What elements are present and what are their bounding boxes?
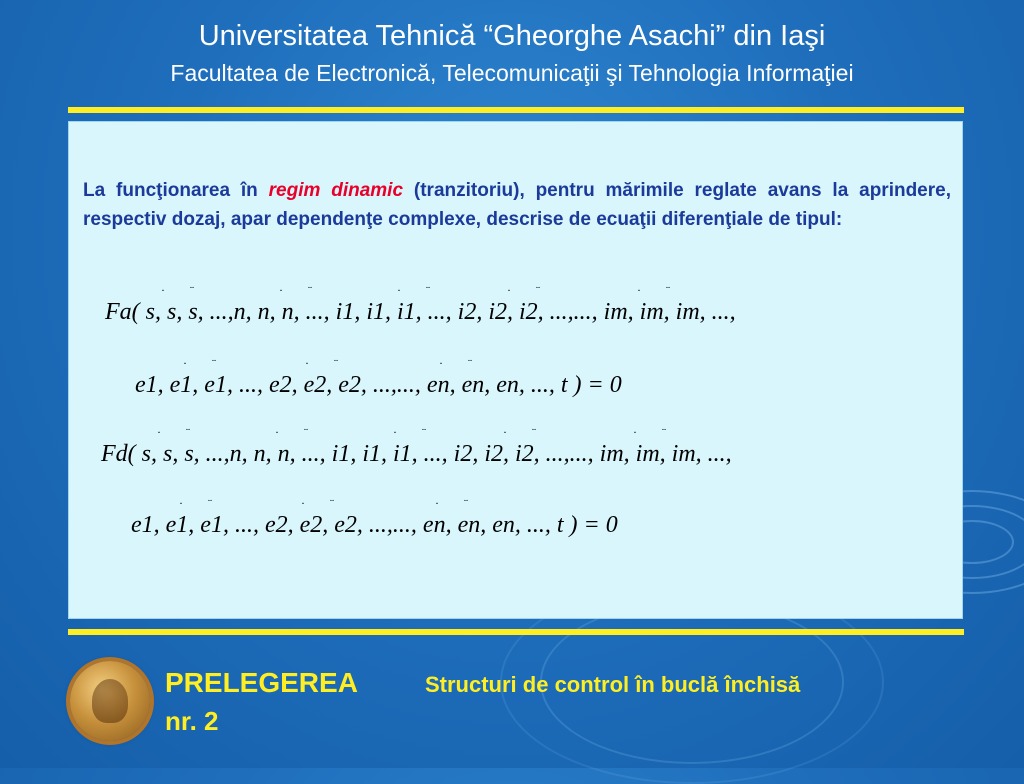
fd-line2-text: e1, e1, e1, ..., e2, e2, e2, ...,..., en, en, en, ..., t ) = 0 [131,512,618,538]
content-panel [68,121,963,619]
fd-line1-text: Fd( s, s, s, ...,n, n, n, ..., i1, i1, i1, ..., i2, i2, i2, ...,..., im, im, im, ..., [101,441,732,467]
course-title: Structuri de control în buclă închisă [425,672,801,697]
university-title: Universitatea Tehnică “Gheorghe Asachi” din Iaşi [198,20,826,52]
fa-line2-text: e1, e1, e1, ..., e2, e2, e2, ...,..., en, en, en, ..., t ) = 0 [135,372,622,398]
bottom-divider [68,629,964,635]
paragraph-text-end: (tranzitoriu), pentru mărimile reglate avans la aprindere, respectiv dozaj, apar dependenţe complexe, descrise de ecuaţii diferenţiale de tipul: [83,180,951,230]
faculty-title: Facultatea de Electronică, Telecomunicaţii şi Tehnologia Informaţiei [170,60,854,86]
equation-fa-line2: · ¨ · ¨ · ¨ e1, e1, e1, ..., e2, e2, e2, ...,..., en, en, en, ..., t ) = 0 [135,356,622,398]
top-divider [68,107,964,113]
lecture-label: PRELEGEREA [165,667,358,698]
lecture-number: nr. 2 [165,706,219,736]
equation-fd-line1: · ¨ · ¨ · ¨ · ¨ · ¨ Fd( s, s, s, ...,n, n, n, ..., i1, i1, i1, ..., i2, i2, i2, ...,..., im, im, im, ..., [101,425,732,467]
paragraph-text-start: La funcţionarea în [83,180,269,201]
medal-portrait-icon [70,661,150,741]
intro-paragraph [83,176,951,234]
equation-fd-line2: · ¨ · ¨ · ¨ e1, e1, e1, ..., e2, e2, e2, ...,..., en, en, en, ..., t ) = 0 [131,496,618,538]
fa-line1-text: Fa( s, s, s, ...,n, n, n, ..., i1, i1, i1, ..., i2, i2, i2, ...,..., im, im, im, ..., [105,299,736,325]
paragraph-emphasis: regim dinamic [268,180,404,201]
equation-fa-line1: · ¨ · ¨ · ¨ · ¨ · ¨ Fa( s, s, s, ...,n, n, n, ..., i1, i1, i1, ..., i2, i2, i2, ...,..., im, im, im, ..., [105,283,736,325]
